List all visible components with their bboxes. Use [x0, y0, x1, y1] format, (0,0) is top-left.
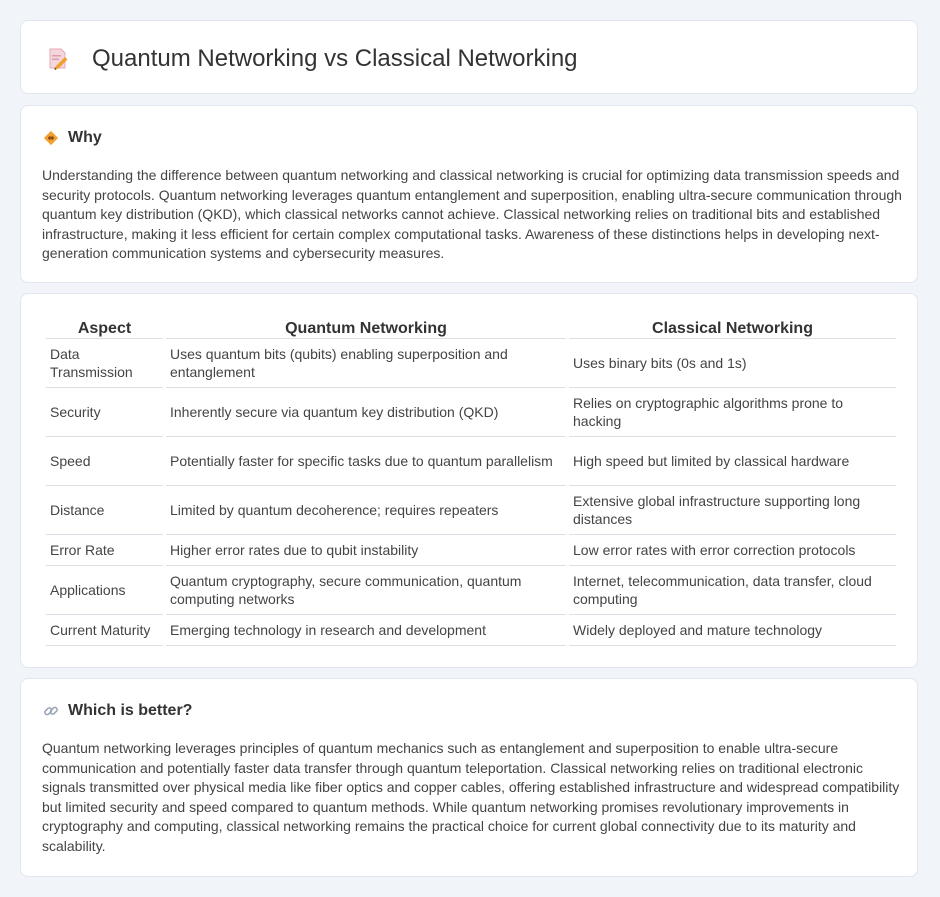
- header-quantum: Quantum Networking: [166, 316, 566, 339]
- table-row: [46, 535, 896, 566]
- table-row: [46, 388, 896, 437]
- table-row: [46, 566, 896, 615]
- quantum-cell: Inherently secure via quantum key distribution (QKD): [166, 388, 566, 437]
- classical-cell: Internet, telecommunication, data transfer, cloud computing: [569, 566, 896, 615]
- document-pencil-icon: [47, 47, 69, 71]
- classical-cell: Relies on cryptographic algorithms prone to hacking: [569, 388, 896, 437]
- quantum-cell: Quantum cryptography, secure communication, quantum computing networks: [166, 566, 566, 615]
- which-is-better-text: Quantum networking leverages principles of quantum mechanics such as entanglement and superposition to enable ultra-secure communication and potentially faster data transfer through quantum teleportation. Classical networking relies on traditional electronic signals transmitted over physical media like fiber optics and copper cables, offering established infrastructure and widespread compatibility but limited security and speed compared to quantum methods. While quantum networking promises revolutionary improvements in cryptography and computing, classical networking remains the practical choice for current global connectivity due to its maturity and scalability.: [42, 740, 900, 854]
- quantum-cell: Potentially faster for specific tasks due to quantum parallelism: [166, 437, 566, 486]
- table-row: [46, 615, 896, 646]
- which-is-better-section: [20, 678, 918, 877]
- classical-cell: Widely deployed and mature technology: [569, 615, 896, 646]
- comparison-table: [43, 316, 899, 646]
- link-icon: [43, 703, 59, 719]
- classical-cell: Uses binary bits (0s and 1s): [569, 339, 896, 388]
- quantum-cell: Limited by quantum decoherence; requires repeaters: [166, 486, 566, 535]
- table-row: [46, 486, 896, 535]
- aspect-cell: Error Rate: [46, 535, 163, 566]
- quantum-cell: Higher error rates due to qubit instability: [166, 535, 566, 566]
- comparison-section: [20, 293, 918, 668]
- table-header-row: [46, 316, 896, 339]
- which-is-better-title: Which is better?: [68, 702, 193, 719]
- aspect-cell: Applications: [46, 566, 163, 615]
- classical-cell: Low error rates with error correction protocols: [569, 535, 896, 566]
- aspect-cell: Data Transmission: [46, 339, 163, 388]
- header-classical: Classical Networking: [569, 316, 896, 339]
- header-card: [20, 20, 918, 94]
- quantum-cell: Uses quantum bits (qubits) enabling superposition and entanglement: [166, 339, 566, 388]
- aspect-cell: Security: [46, 388, 163, 437]
- page-title: Quantum Networking vs Classical Networking: [92, 45, 578, 72]
- classical-cell: Extensive global infrastructure supporting long distances: [569, 486, 896, 535]
- diamond-arrows-icon: [43, 130, 59, 146]
- why-section: [20, 105, 918, 283]
- aspect-cell: Current Maturity: [46, 615, 163, 646]
- table-row: [46, 339, 896, 388]
- classical-cell: High speed but limited by classical hardware: [569, 437, 896, 486]
- why-title: Why: [68, 129, 102, 146]
- aspect-cell: Speed: [46, 437, 163, 486]
- why-text: Understanding the difference between quantum networking and classical networking is crucial for optimizing data transmission speeds and security protocols. Quantum networking leverages quantum entanglement and superposition, enabling ultra-secure communication through quantum key distribution (QKD), which classical networks cannot achieve. Classical networking relies on traditional bits and established infrastructure, making it less efficient for certain complex computational tasks. Awareness of these distinctions helps in developing next-generation communication systems and cybersecurity measures.: [42, 167, 902, 262]
- quantum-cell: Emerging technology in research and development: [166, 615, 566, 646]
- header-aspect: Aspect: [46, 316, 163, 339]
- table-row: [46, 437, 896, 486]
- aspect-cell: Distance: [46, 486, 163, 535]
